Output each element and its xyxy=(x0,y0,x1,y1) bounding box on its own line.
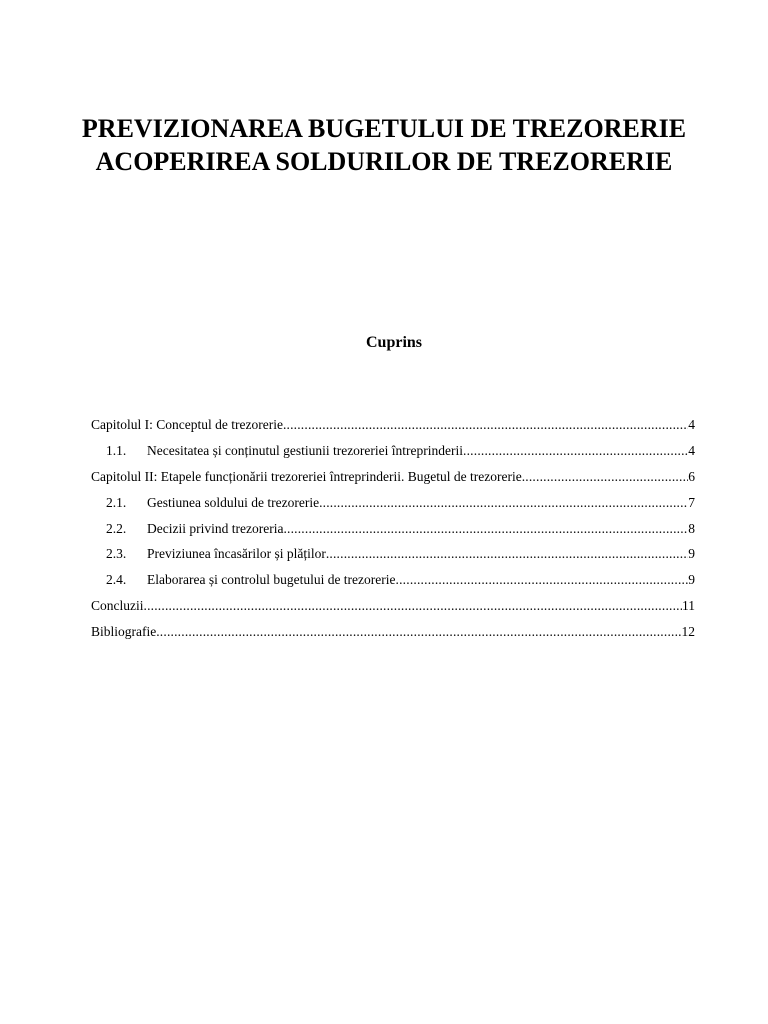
toc-page-number: 12 xyxy=(681,624,695,640)
toc-entry-title: Decizii privind trezoreria xyxy=(147,520,284,536)
toc-entry-bibliography[interactable] xyxy=(91,622,695,648)
toc-page-number: 7 xyxy=(688,494,695,510)
toc-page-number: 9 xyxy=(688,572,695,588)
toc-entry-title: Capitolul I: Conceptul de trezorerie xyxy=(91,417,283,432)
toc-dot-leader xyxy=(319,493,688,513)
toc-page-number: 8 xyxy=(688,520,695,536)
toc-entry-title: Bibliografie xyxy=(91,624,157,640)
toc-heading: Cuprins xyxy=(365,334,423,351)
toc-entry-number: 1.1. xyxy=(106,442,127,458)
toc-entry-chapter-2[interactable] xyxy=(91,467,695,493)
toc-dot-leader xyxy=(396,570,689,590)
toc-dot-leader xyxy=(463,441,688,461)
toc-entry-section-2-4[interactable] xyxy=(91,570,695,596)
table-of-contents xyxy=(91,415,695,648)
document-title xyxy=(0,112,768,178)
toc-dot-leader xyxy=(326,544,688,564)
toc-entry-number: 2.3. xyxy=(106,546,127,562)
toc-entry-title: Gestiunea soldului de trezorerie xyxy=(147,494,320,510)
toc-page-number: 9 xyxy=(688,546,695,562)
toc-dot-leader xyxy=(522,467,689,487)
toc-entry-number: 2.1. xyxy=(106,494,127,510)
toc-entry-section-2-3[interactable] xyxy=(91,544,695,570)
toc-page-number: 6 xyxy=(688,468,695,484)
toc-page-number: 4 xyxy=(688,442,695,458)
toc-page-number: 11 xyxy=(682,598,695,614)
toc-entry-section-2-2[interactable] xyxy=(91,519,695,545)
toc-dot-leader xyxy=(144,596,683,616)
title-line-2: ACOPERIREA SOLDURILOR DE TREZORERIE xyxy=(95,147,673,176)
toc-entry-section-1-1[interactable] xyxy=(91,441,695,467)
title-line-1: PREVIZIONAREA BUGETULUI DE TREZORERIE xyxy=(81,114,687,143)
toc-entry-title: Previziunea încasărilor și plăților xyxy=(147,546,326,562)
toc-entry-conclusions[interactable] xyxy=(91,596,695,622)
toc-dot-leader xyxy=(283,519,688,539)
toc-dot-leader xyxy=(156,622,681,642)
toc-entry-section-2-1[interactable] xyxy=(91,493,695,519)
toc-entry-chapter-1[interactable] xyxy=(91,415,695,441)
toc-entry-number: 2.2. xyxy=(106,520,127,536)
toc-page-number: 4 xyxy=(688,417,695,432)
toc-dot-leader xyxy=(283,415,688,435)
toc-entry-title: Necesitatea și conținutul gestiunii trezoreriei întreprinderii xyxy=(147,442,464,458)
toc-entry-title: Capitolul II: Etapele funcționării trezoreriei întreprinderii. Bugetul de trezorerie xyxy=(91,468,522,484)
toc-entry-title: Elaborarea și controlul bugetului de trezorerie xyxy=(147,572,396,588)
toc-entry-title: Concluzii xyxy=(91,598,144,614)
toc-entry-number: 2.4. xyxy=(106,572,127,588)
